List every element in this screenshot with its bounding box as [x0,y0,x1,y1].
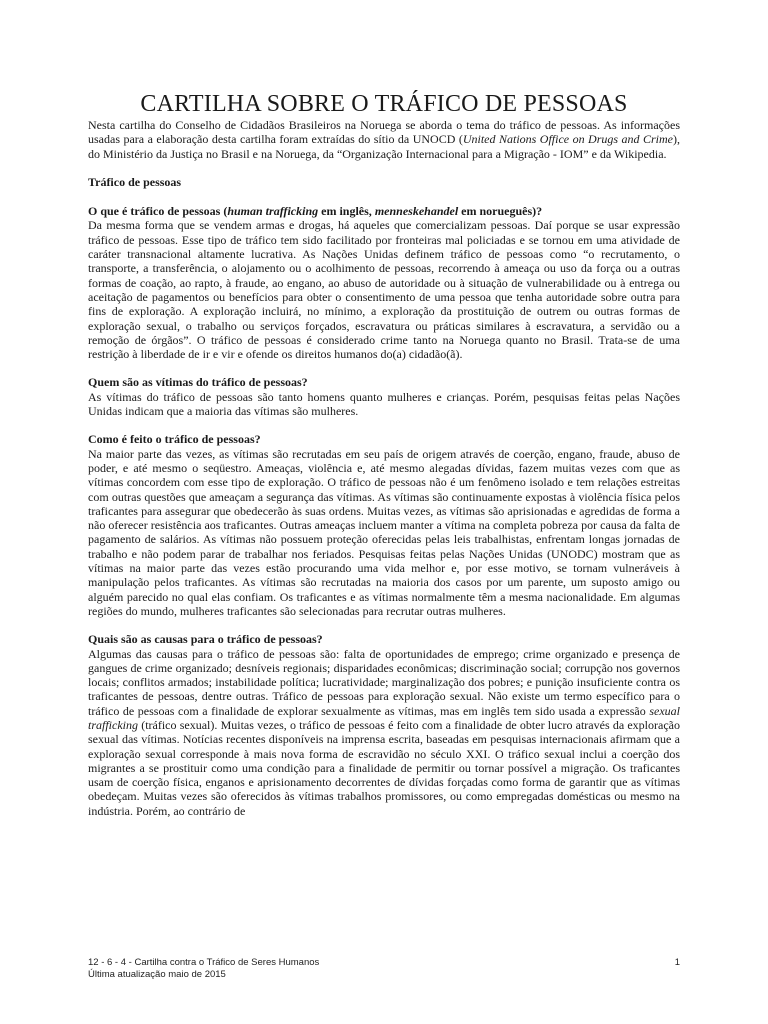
answer-paragraph-4 [88,647,680,819]
question-heading-4: Quais são as causas para o tráfico de pessoas? [88,632,323,647]
answer-paragraph-2: As vítimas do tráfico de pessoas são tanto homens quanto mulheres e crianças. Porém, pesquisas feitas pelas Nações Unidas indicam que a maioria das vítimas são mulheres. [88,389,680,419]
answer-paragraph-1: Da mesma forma que se vendem armas e drogas, há aqueles que comercializam pessoas. Daí porque se usar expressão tráfico de pessoas. Esse tipo de tráfico tem sido facilitado por fronteiras mal policiadas e se tornou em uma atividade de caráter transnacional altamente lucrativa. As Nações Unidas definem tráfico de pessoas como “o recrutamento, o transporte, a transferência, o alojamento ou o acolhimento de pessoas, recorrendo à ameaça ou uso da força ou a outras formas de coação, ao rapto, à fraude, ao engano, ao abuso de autoridade ou à situação de vulnerabilidade ou à entrega ou aceitação de pagamentos ou benefícios para obter o consentimento de uma pessoa que tenha autoridade sobre outra para fins de exploração. A exploração incluirá, no mínimo, a exploração da prostituição de outrem ou outras formas de exploração sexual, o trabalho ou serviços forçados, escravatura ou práticas similares à escravatura, a servidão ou a remoção de órgãos”. O tráfico de pessoas é considerado crime tanto na Noruega quanto no Brasil. Trata-se de uma restrição à liberdade de ir e vir e ofende os direitos humanos do(a) cidadão(ã). [88,218,680,362]
q1-title-part-3: em norueguês)? [458,204,543,219]
answer-paragraph-3: Na maior parte das vezes, as vítimas são recrutadas em seu país de origem através de coerção, engano, fraude, abuso de poder, e até mesmo o seqüestro. Ameaças, violência e, até mesmo alegadas dívidas, fazem muitas vezes com que as vítimas concordem com esse tipo de exploração. O tráfico de pessoas não é um fenômeno isolado e tem relações estreitas com outras questões que ameaçam a segurança das vítimas. As vítimas são continuamente expostas à violência física pelos traficantes para assegurar que obedecerão às suas ordens. Muitas vezes, as vítimas são aprisionadas e agredidas de forma a não oferecer resistência aos traficantes. Outras ameaças incluem manter a vítima na completa pobreza por causa da falta de pagamento de salários. As vítimas não possuem proteção oferecidas pelas leis trabalhistas, enfrentam longas jornadas de trabalho e não podem parar de trabalhar nos feriados. Pesquisas feitas pelas Nações Unidas (UNODC) mostram que as vítimas na maior parte das vezes estão procurando uma vida melhor e, por esse motivo, se tornam vulneráveis à manipulação pelos traficantes. As vítimas são recrutadas na maioria dos casos por um parente, um suposto amigo ou alguém parecido no qual elas confiam. Os traficantes e as vítimas normalmente têm a mesma nacionalidade. Em algumas regiões do mundo, mulheres traficantes são selecionadas para recrutar outras mulheres. [88,446,680,618]
page-footer [88,957,680,981]
intro-paragraph [88,118,680,161]
q1-title-part-2: em inglês, [318,204,375,219]
page-number: 1 [674,957,680,968]
section-title: Tráfico de pessoas [88,174,182,189]
q1-title-part: O que é tráfico de pessoas ( [88,204,228,219]
page-title: CARTILHA SOBRE O TRÁFICO DE PESSOAS [140,91,628,117]
footer-updated-date: Última atualização maio de 2015 [88,969,226,980]
q4-emphasis: sexual trafficking [88,703,680,732]
question-heading-1 [88,204,680,218]
intro-text-end: ), do Ministério da Justiça no Brasil e na Noruega, da “Organização Internacional para a Migração - IOM” e da Wikipedia. [88,132,681,161]
intro-emphasis: United Nations Office on Drugs and Crime [462,132,674,147]
question-heading-2: Quem são as vítimas do tráfico de pessoas? [88,375,308,390]
footer-document-id: 12 - 6 - 4 - Cartilha contra o Tráfico de Seres Humanos [88,957,320,968]
question-heading-3: Como é feito o tráfico de pessoas? [88,432,261,447]
intro-text: Nesta cartilha do Conselho de Cidadãos Brasileiros na Noruega se aborda o tema do tráfico de pessoas. As informações usadas para a elaboração desta cartilha foram extraídas do sítio da UNOCD ( [88,118,680,147]
q4-text: Algumas das causas para o tráfico de pessoas são: falta de oportunidades de emprego; crime organizado e presença de gangues de crime organizado; desníveis regionais; disparidades econômicas; discriminação social; corrupção nos governos locais; conflitos armados; instabilidade política; lucratividade; marginalização dos pobres; e punição insuficiente contra os traficantes de pessoas, dentre outras. Tráfico de pessoas para exploração sexual. Não existe um termo específico para o tráfico de pessoas com a finalidade de explorar sexualmente as vítimas, mas em inglês tem sido usada a expressão [88,646,680,718]
q4-text-end: (tráfico sexual). Muitas vezes, o tráfico de pessoas é feito com a finalidade de obter lucro através da exploração sexual das vítimas. Notícias recentes disponíveis na imprensa escrita, baseadas em pesquisas internacionais afirmam que a exploração sexual corresponde à mais nova forma de escravidão no século XXI. O tráfico sexual inclui a coerção dos migrantes a se prostituir como uma condição para a finalidade de permitir ou tornar possível a migração. Os traficantes usam de coerção física, enganos e aprisionamento decorrentes de dívidas forçadas como forma de garantir que as vítimas obedeçam. Muitas vezes são oferecidos às vítimas trabalhos promissores, ou como empregadas domésticas ou mesmo na indústria. Porém, ao contrário de [88,717,680,818]
q1-title-emphasis-2: menneskehandel [374,204,459,219]
q1-title-emphasis-1: human trafficking [227,204,319,219]
